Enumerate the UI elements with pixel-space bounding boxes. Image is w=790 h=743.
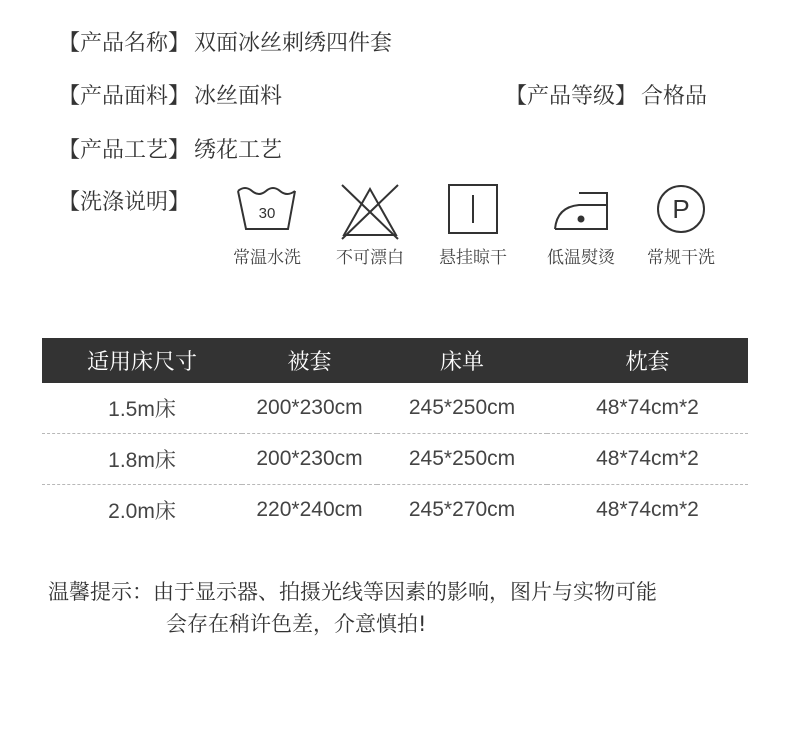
tip-line-2: 会存在稍许色差，介意慎拍! <box>166 612 427 636</box>
dry-clean-letter: P <box>672 194 690 224</box>
product-name-value: 双面冰丝刺绣四件套 <box>194 31 393 56</box>
table-cell: 48*74cm*2 <box>596 396 699 419</box>
care-item-wash <box>222 183 312 268</box>
care-caption-no-bleach: 不可漂白 <box>336 248 404 268</box>
tip-line-1: 温馨提示：由于显示器、拍摄光线等因素的影响，图片与实物可能 <box>48 580 657 604</box>
care-item-low-iron <box>536 183 626 268</box>
care-instructions-row <box>58 188 190 218</box>
care-caption-wash: 常温水洗 <box>233 248 301 268</box>
care-caption-low-iron: 低温熨烫 <box>547 248 615 268</box>
low-iron-icon <box>549 183 613 235</box>
product-craft-value: 绣花工艺 <box>194 138 283 163</box>
table-cell: 245*270cm <box>377 485 547 536</box>
table-cell: 220*240cm <box>242 485 377 536</box>
care-caption-hang-dry: 悬挂晾干 <box>439 248 507 268</box>
wash-30-icon <box>235 183 299 235</box>
table-cell: 245*250cm <box>408 396 516 419</box>
product-craft-row <box>58 136 282 166</box>
hang-dry-icon <box>441 183 505 235</box>
product-grade-value: 合格品 <box>641 84 708 109</box>
product-name-label: 【产品名称】 <box>58 31 191 56</box>
header-duvet-cover: 被套 <box>242 338 377 383</box>
size-table <box>42 338 748 535</box>
table-cell: 1.5m床 <box>108 398 176 421</box>
table-cell: 2.0m床 <box>42 485 242 536</box>
no-bleach-icon <box>338 183 402 241</box>
table-cell: 200*230cm <box>242 434 377 485</box>
care-item-hang-dry <box>428 183 518 268</box>
header-pillowcase: 枕套 <box>547 338 748 383</box>
care-caption-dry-clean: 常规干洗 <box>647 248 715 268</box>
care-item-dry-clean <box>636 183 726 268</box>
wash-temp: 30 <box>258 205 276 222</box>
product-grade-row <box>505 82 707 112</box>
product-grade-label: 【产品等级】 <box>505 84 638 109</box>
care-item-no-bleach <box>325 183 415 268</box>
table-row <box>42 434 748 485</box>
table-cell: 200*230cm <box>256 396 363 419</box>
table-cell: 48*74cm*2 <box>547 434 748 485</box>
table-row <box>42 383 748 434</box>
size-table-header <box>42 338 748 383</box>
color-difference-tip <box>48 576 657 640</box>
header-bed-sheet: 床单 <box>377 338 547 383</box>
table-cell: 245*250cm <box>377 434 547 485</box>
care-instructions-label: 【洗涤说明】 <box>58 190 191 215</box>
dry-clean-p-icon <box>649 183 713 235</box>
table-row <box>42 485 748 536</box>
table-cell: 1.8m床 <box>42 434 242 485</box>
header-bed-size: 适用床尺寸 <box>42 338 242 383</box>
product-name-row <box>58 29 392 59</box>
product-material-value: 冰丝面料 <box>194 84 283 109</box>
product-craft-label: 【产品工艺】 <box>58 138 191 163</box>
product-material-row <box>58 82 282 112</box>
product-material-label: 【产品面料】 <box>58 84 191 109</box>
table-cell: 48*74cm*2 <box>547 485 748 536</box>
